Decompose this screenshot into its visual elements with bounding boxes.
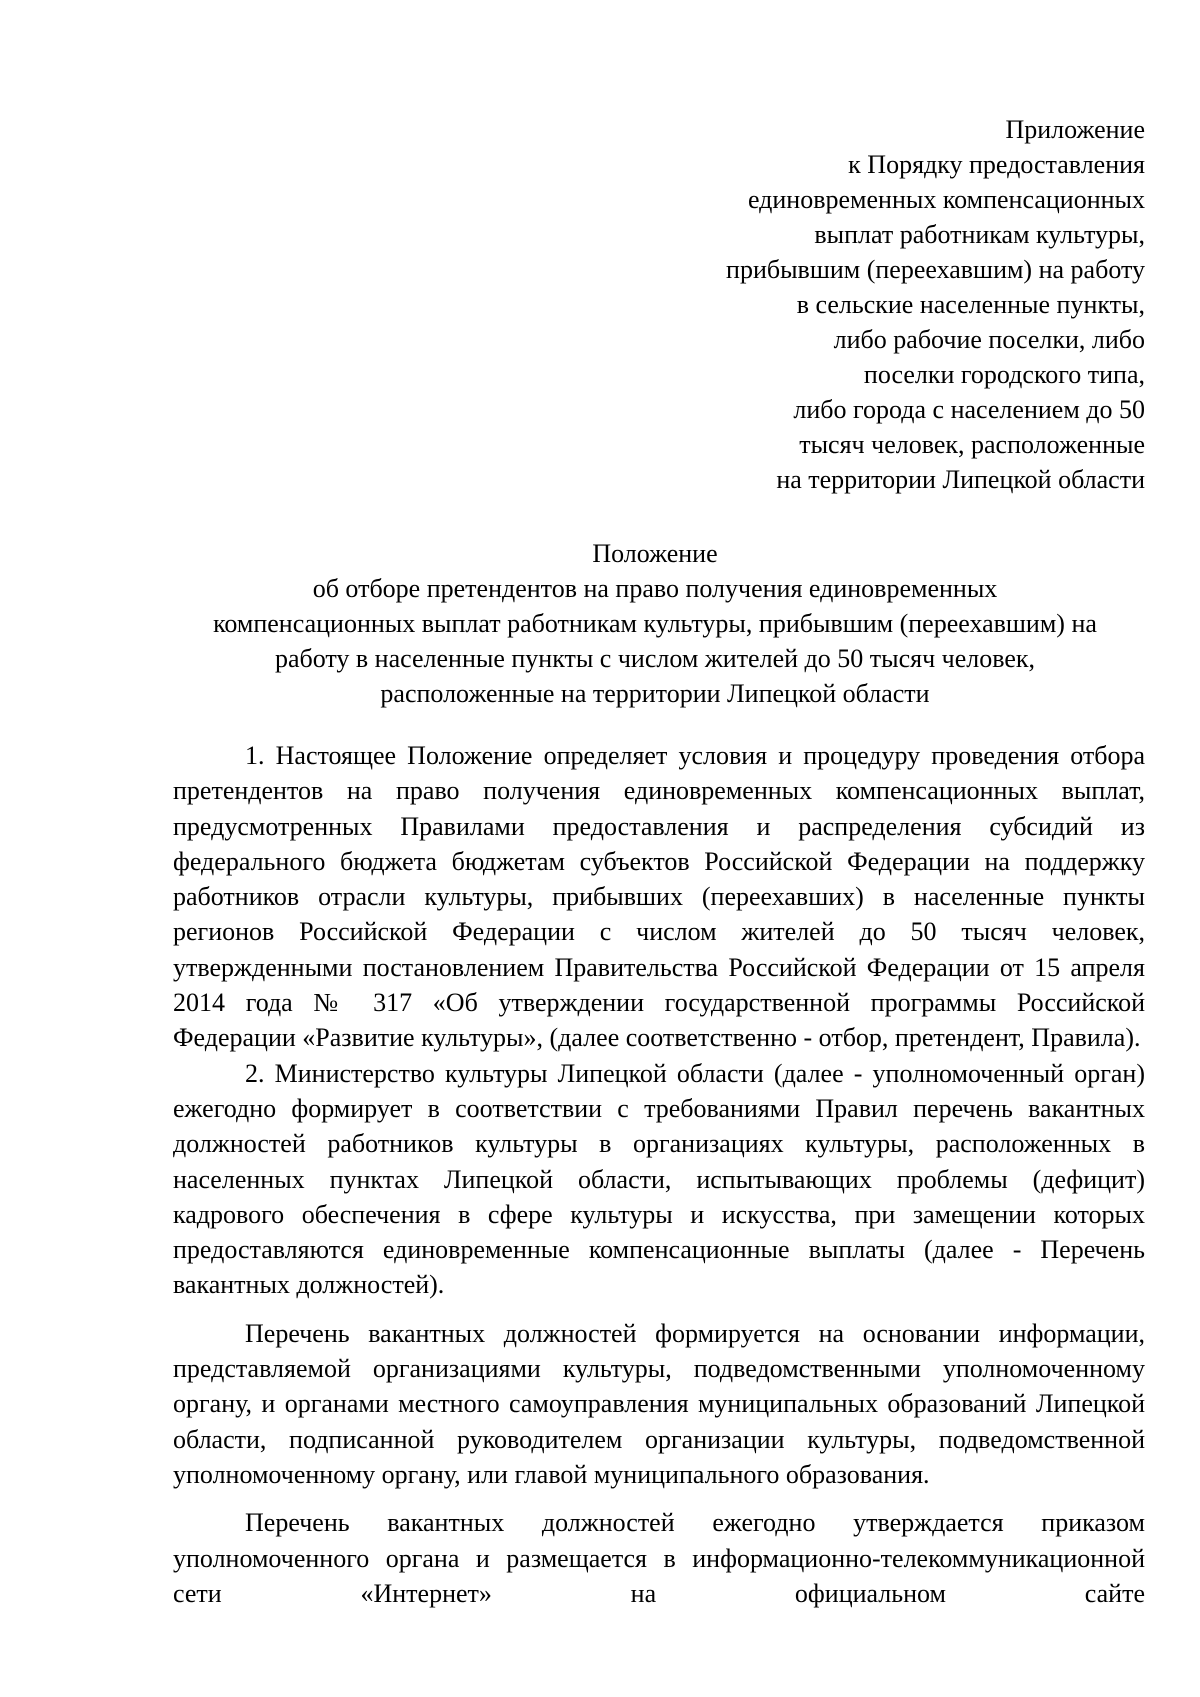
title-line: об отборе претендентов на право получения единовременных bbox=[312, 574, 998, 603]
appendix-line: на территории Липецкой области bbox=[776, 465, 1145, 494]
appendix-line: прибывшим (переехавшим) на работу bbox=[726, 255, 1145, 284]
appendix-line: поселки городского типа, bbox=[863, 360, 1145, 389]
title-line: компенсационных выплат работникам культуры, прибывшим (переехавшим) на bbox=[213, 609, 1097, 638]
appendix-header bbox=[726, 112, 1145, 497]
body-paragraph-4: Перечень вакантных должностей ежегодно утверждается приказом уполномоченного органа и размещается в информационно-телекоммуникационной сети «Интернет» на официальном сайте bbox=[173, 1508, 1145, 1608]
appendix-line: Приложение bbox=[1005, 115, 1145, 144]
appendix-line: в сельские населенные пункты, bbox=[796, 290, 1145, 319]
appendix-line: выплат работникам культуры, bbox=[814, 220, 1145, 249]
body-paragraph-3: Перечень вакантных должностей формируется на основании информации, представляемой организациями культуры, подведомственными уполномоченному органу, и органами местного самоуправления муниципальных образований Липецкой области, подписанной руководителем организации культуры, подведомственной уполномоченному органу, или главой муниципального образования. bbox=[173, 1318, 1145, 1489]
title-line: работу в населенные пункты с числом жителей до 50 тысяч человек, bbox=[274, 644, 1036, 673]
title-heading: Положение bbox=[592, 539, 718, 568]
appendix-line: к Порядку предоставления bbox=[848, 150, 1145, 179]
document-title bbox=[170, 536, 1140, 711]
body-paragraph-2: 2. Министерство культуры Липецкой области (далее - уполномоченный орган) ежегодно формирует в соответствии с требованиями Правил перечень вакантных должностей работников культуры в организациях культуры, расположенных в населенных пунктах Липецкой области, испытывающих проблемы (дефицит) кадрового обеспечения в сфере культуры и искусства, при замещении которых предоставляются единовременные компенсационные выплаты (далее - Перечень вакантных должностей). bbox=[173, 1058, 1145, 1300]
document-body bbox=[173, 738, 1145, 1611]
appendix-line: либо рабочие поселки, либо bbox=[833, 325, 1145, 354]
appendix-line: либо города с населением до 50 bbox=[793, 395, 1145, 424]
appendix-line: тысяч человек, расположенные bbox=[799, 430, 1145, 459]
body-paragraph-1: 1. Настоящее Положение определяет условия и процедуру проведения отбора претендентов на право получения единовременных компенсационных выплат, предусмотренных Правилами предоставления и распределения субсидий из федерального бюджета бюджетам субъектов Российской Федерации на поддержку работников отрасли культуры, прибывших (переехавших) в населенные пункты регионов Российской Федерации с числом жителей до 50 тысяч человек, утвержденными постановлением Правительства Российской Федерации от 15 апреля 2014 года № 317 «Об утверждении государственной программы Российской Федерации «Развитие культуры», (далее соответственно - отбор, претендент, Правила). bbox=[173, 741, 1145, 1053]
title-line: расположенные на территории Липецкой области bbox=[380, 679, 930, 708]
appendix-line: единовременных компенсационных bbox=[747, 185, 1145, 214]
